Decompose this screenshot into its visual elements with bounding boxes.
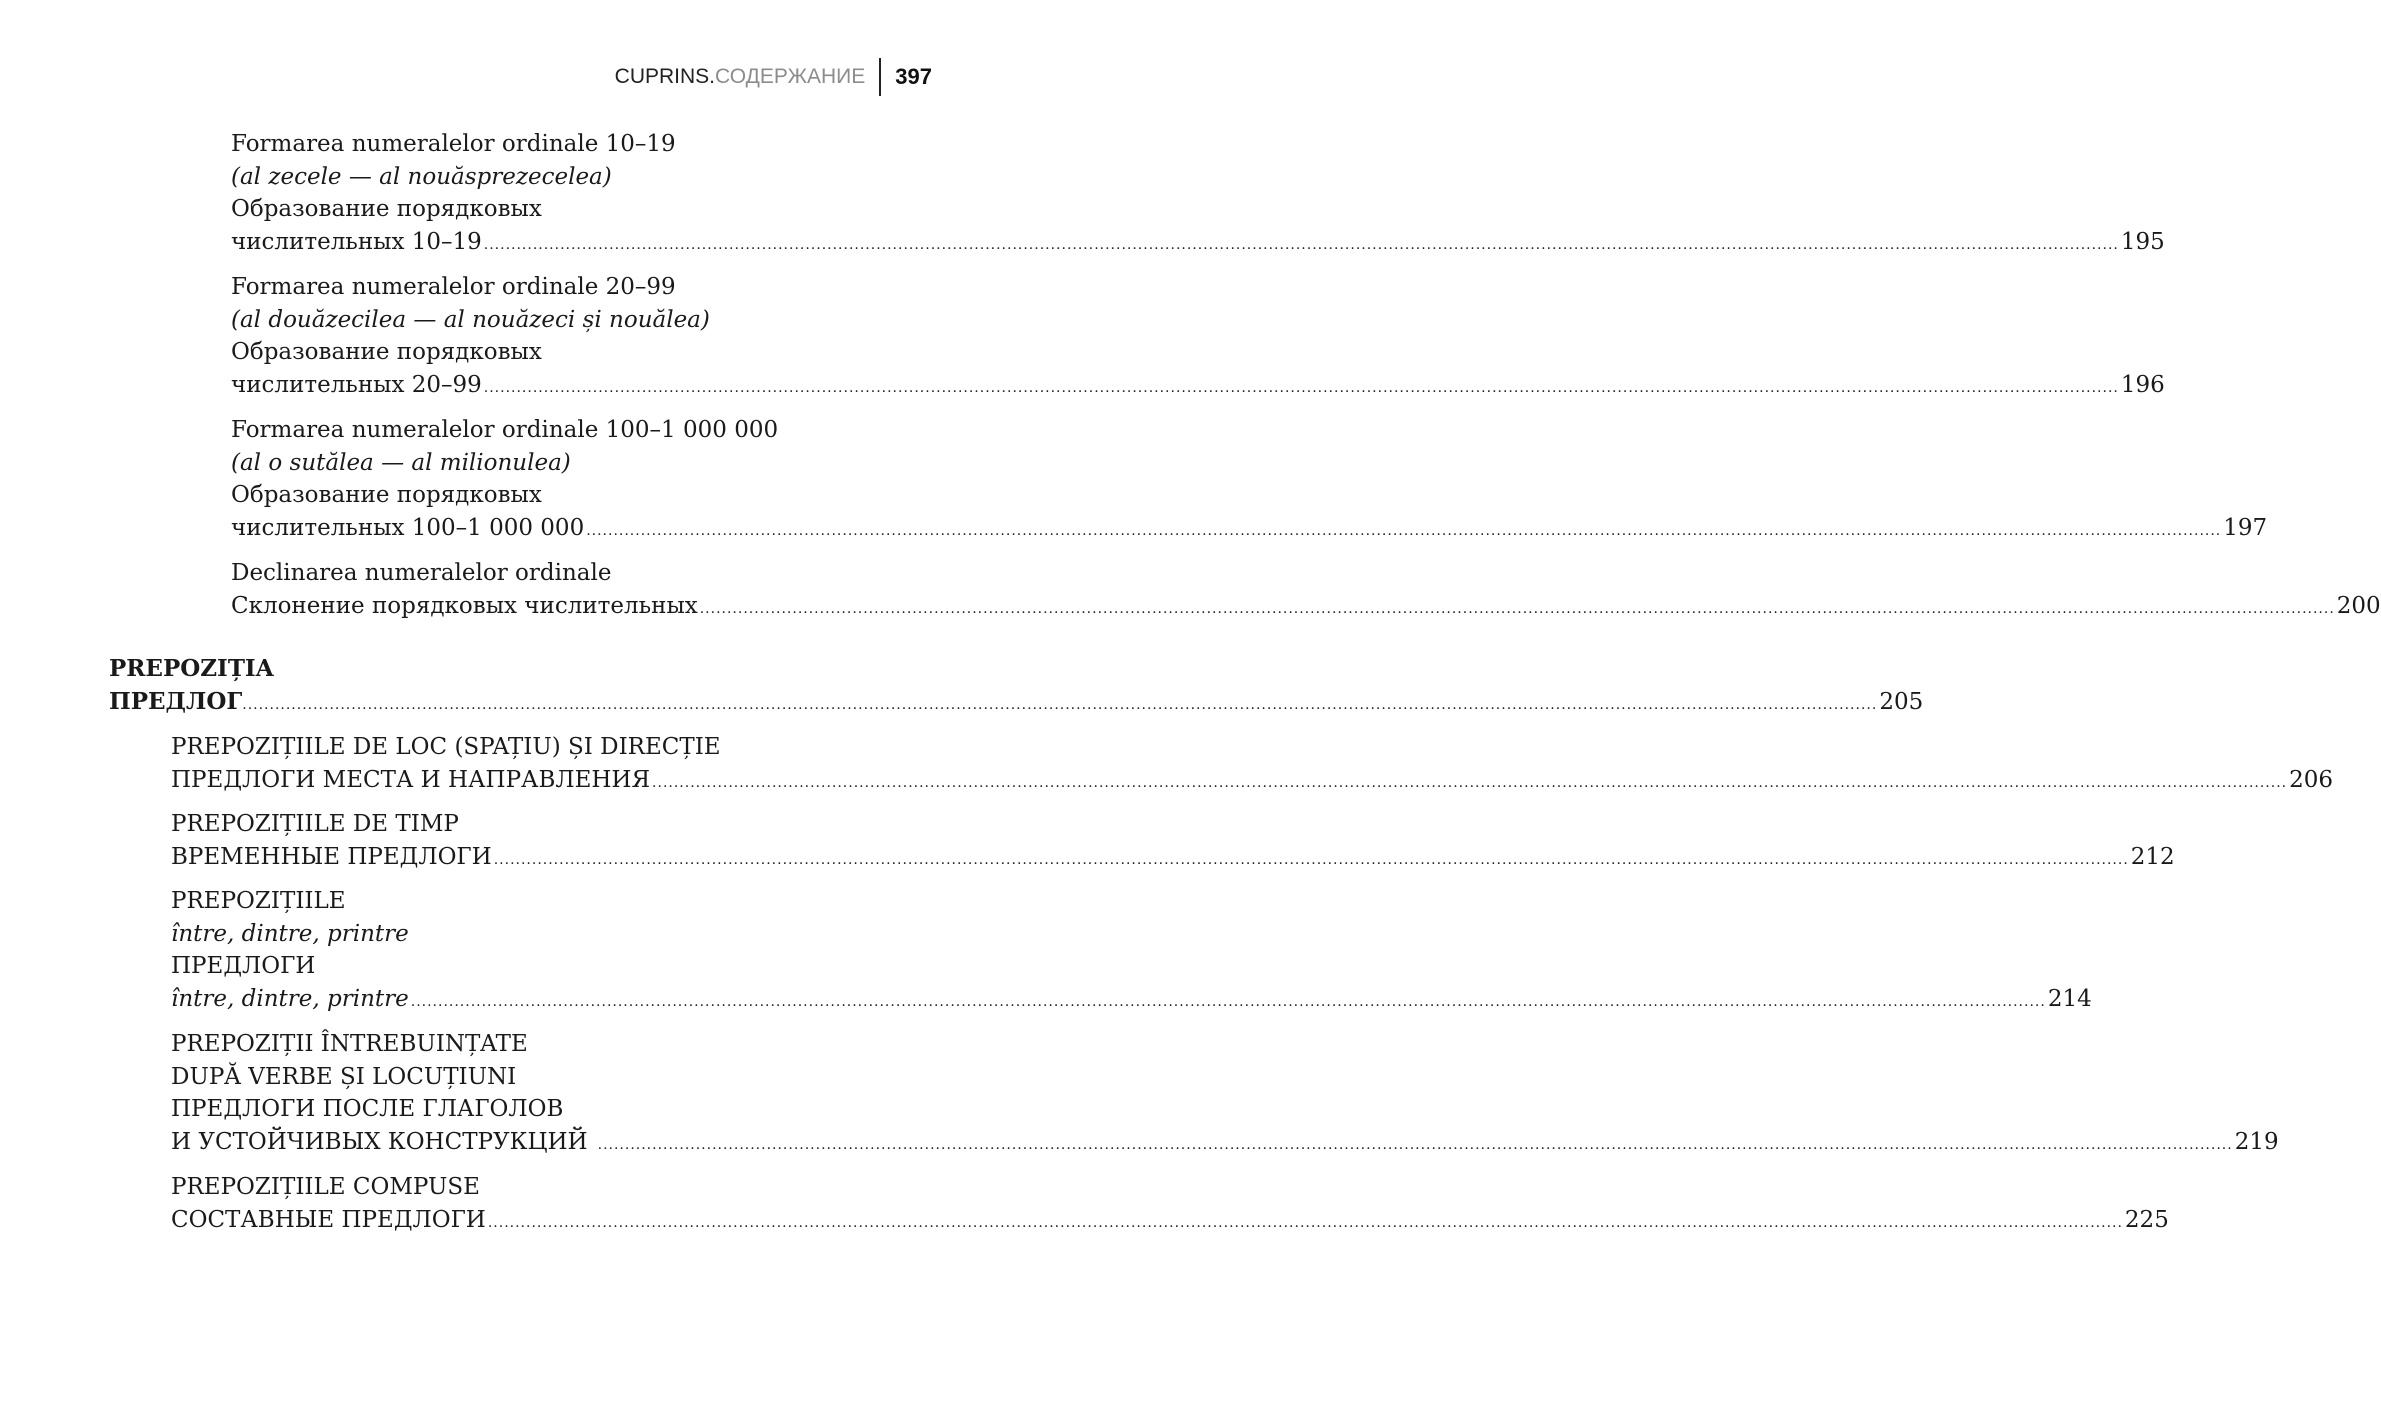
toc-entry	[231, 557, 2381, 625]
toc-page-number: 195	[2120, 228, 2165, 255]
toc-line: PREPOZIȚIILE DE TIMP	[171, 811, 459, 837]
toc-line: PREPOZIȚIILE	[171, 888, 346, 914]
toc-line-text: ВРЕМЕННЫЕ ПРЕДЛОГИ	[171, 843, 492, 870]
toc-line: PREPOZIȚIILE DE LOC (SPAȚIU) ȘI DIRECȚIE	[171, 734, 721, 760]
running-header	[615, 58, 932, 96]
toc-line: Образование порядковых	[231, 482, 542, 508]
toc-line: PREPOZIȚIILE COMPUSE	[171, 1174, 480, 1200]
dot-leader: ............................................................................................................................................................................................................................................................................................................	[586, 522, 2222, 539]
toc-page-number: 206	[2289, 766, 2334, 793]
toc-line-text: Склонение порядковых числительных	[231, 592, 698, 619]
toc-line: între, dintre, printre	[171, 920, 409, 947]
toc-line-text: числительных 100–1 000 000	[231, 514, 585, 541]
toc-line: Formarea numeralelor ordinale 10–19	[231, 131, 676, 157]
page-number: 397	[895, 64, 932, 89]
toc-line-last	[171, 1126, 2279, 1162]
toc-entry	[231, 128, 2165, 261]
toc-line-text: числительных 10–19	[231, 228, 482, 255]
section-title-latin: PREPOZIȚIA	[109, 655, 274, 682]
toc-entry	[171, 1028, 2279, 1161]
toc-entry	[171, 731, 2334, 799]
toc-page-number: 196	[2120, 371, 2165, 398]
dot-leader: ............................................................................................................................................................................................................................................................................................................	[652, 774, 2288, 791]
toc-line-text: între, dintre, printre	[171, 985, 409, 1012]
toc-page-number: 225	[2124, 1206, 2169, 1233]
toc-section-heading	[109, 653, 1924, 721]
header-divider	[879, 58, 881, 96]
toc-line: Formarea numeralelor ordinale 100–1 000 000	[231, 417, 779, 443]
dot-leader: ............................................................................................................................................................................................................................................................................................................	[493, 851, 2129, 868]
toc-line: (al zecele — al nouăsprezecelea)	[231, 163, 612, 190]
toc-line-last	[231, 226, 2165, 262]
dot-leader: ............................................................................................................................................................................................................................................................................................................	[242, 696, 1878, 713]
dot-leader: ............................................................................................................................................................................................................................................................................................................	[483, 379, 2119, 396]
toc-entry	[171, 1171, 2169, 1239]
toc-line-last	[109, 686, 1924, 722]
toc-line-last	[231, 512, 2268, 548]
toc-entry	[171, 885, 2092, 1018]
toc-line-last	[171, 983, 2092, 1019]
toc-entry	[171, 808, 2175, 876]
dot-leader: ............................................................................................................................................................................................................................................................................................................	[699, 600, 2335, 617]
toc-page-number: 214	[2047, 985, 2092, 1012]
toc-page-number: 205	[1879, 688, 1924, 715]
toc-line: ПРЕДЛОГИ	[171, 953, 316, 979]
toc-line-text: И УСТОЙЧИВЫХ КОНСТРУКЦИЙ	[171, 1128, 588, 1155]
dot-leader: ............................................................................................................................................................................................................................................................................................................	[483, 236, 2119, 253]
toc-line-last	[171, 764, 2334, 800]
toc-line-text: СОСТАВНЫЕ ПРЕДЛОГИ	[171, 1206, 486, 1233]
toc-line: PREPOZIȚII ÎNTREBUINȚATE	[171, 1031, 528, 1057]
toc-line: Formarea numeralelor ordinale 20–99	[231, 274, 676, 300]
toc-line: DUPĂ VERBE ȘI LOCUȚIUNI	[171, 1063, 517, 1090]
toc-line: Образование порядковых	[231, 196, 542, 222]
toc-page-number: 197	[2223, 514, 2268, 541]
toc-line-last	[171, 1204, 2169, 1240]
toc-page-number: 212	[2130, 843, 2175, 870]
toc-line: Declinarea numeralelor ordinale	[231, 560, 612, 586]
dot-leader: ............................................................................................................................................................................................................................................................................................................	[597, 1136, 2233, 1153]
header-title-latin: CUPRINS.	[614, 65, 716, 88]
dot-leader: ............................................................................................................................................................................................................................................................................................................	[487, 1214, 2123, 1231]
toc-line: (al douăzecilea — al nouăzeci și nouălea)	[231, 306, 710, 333]
toc-line-last	[171, 841, 2175, 877]
toc-line: Образование порядковых	[231, 339, 542, 365]
header-title-cyrillic: СОДЕРЖАНИЕ	[715, 65, 866, 88]
toc-entry	[231, 271, 2165, 404]
section-title-cyrillic: ПРЕДЛОГ	[109, 687, 243, 715]
toc-page-number: 200	[2336, 592, 2381, 619]
toc-entry	[231, 414, 2268, 547]
toc-line-text: ПРЕДЛОГИ МЕСТА И НАПРАВЛЕНИЯ	[171, 766, 651, 793]
toc-line: ПРЕДЛОГИ ПОСЛЕ ГЛАГОЛОВ	[171, 1096, 564, 1122]
toc-line-last	[231, 590, 2381, 626]
toc-page-number: 219	[2234, 1128, 2279, 1155]
toc-line-text: числительных 20–99	[231, 371, 482, 398]
toc-line-last	[231, 369, 2165, 405]
dot-leader: ............................................................................................................................................................................................................................................................................................................	[410, 993, 2046, 1010]
toc-line: (al o sutălea — al milionulea)	[231, 449, 571, 476]
